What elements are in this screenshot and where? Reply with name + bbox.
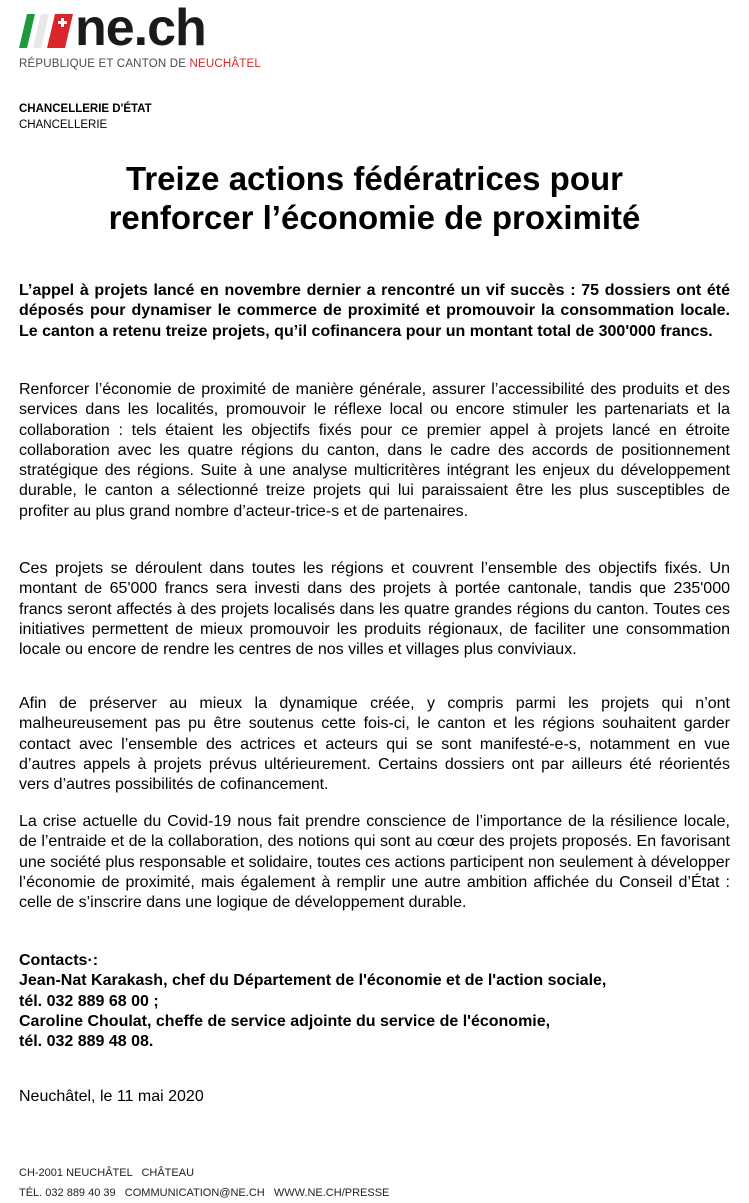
body-paragraph-1: Renforcer l’économie de proximité de manière générale, assurer l’accessibilité des produits et des services dans les localités, promouvoir le réflexe local ou encore stimuler les partenariats et la collaboration : tels étaient les objectifs fixés pour ce premier appel à projets lancé en étroite collaboration avec les quatre régions du canton, dans le cadre des accords de positionnement stratégique des régions. Suite à une analyse multicritères intégrant les enjeux du développement durable, le canton a sélectionné treize projets qui lui paraissaient être les plus susceptibles de profiter au plus grand nombre d’acteur-trice-s et de partenaires. [19,381,730,520]
title-line-2: renforcer l’économie de proximité [108,199,641,236]
department-block [19,101,152,133]
contact-line: tél. 032 889 48 08. [19,1033,154,1051]
page-title [19,159,730,237]
contact-line: tél. 032 889 68 00 ; [19,992,159,1010]
title-line-1: Treize actions fédératrices pour [125,160,623,197]
contacts-block [19,951,730,1052]
body-paragraph-2: Ces projets se déroulent dans toutes les régions et couvrent l’ensemble des objectifs fixés. Un montant de 65'000 francs sera investi dans des projets à portée cantonale, tandis que 235'000 francs seront affectés à des projets localisés dans les quatre grandes régions du canton. Toutes ces initiatives permettent de mieux promouvoir les produits régionaux, de faciliter une consommation locale ou encore de rendre les centres de nos villes et villages plus conviviaux. [19,560,730,659]
contacts-heading: Contacts·: [19,952,99,969]
body-paragraph-3: Afin de préserver au mieux la dynamique créée, y compris parmi les projets qui n’ont malheureusement pas pu être soutenus cette fois-ci, le canton et les régions souhaitent garder contact avec l’ensemble des actrices et acteurs qui se sont manifesté-e-s, notamment en vue d’autres appels à projets prévus ultérieurement. Certains dossiers ont par ailleurs été réorientés vers d’autres possibilités de cofinancement. [19,695,730,794]
neuchatel-flag-icon [19,12,75,50]
subdepartment-name: CHANCELLERIE [19,119,108,131]
lead-paragraph: L’appel à projets lancé en novembre dernier a rencontré un vif succès : 75 dossiers ont été déposés pour dynamiser le commerce de proximité et promouvoir la consommation locale. Le canton a retenu treize projets, qu’il cofinancera pour un montant total de 300'000 francs. [19,282,730,340]
logo-subtitle-accent: NEUCHÂTEL [189,58,261,70]
footer-address: CH-2001 NEUCHÂTEL CHÂTEAU [19,1167,195,1179]
contact-line: Jean-Nat Karakash, chef du Département de l'économie et de l'action sociale, [19,972,607,990]
footer [19,1163,389,1203]
dateline: Neuchâtel, le 11 mai 2020 [19,1088,204,1105]
logo-subtitle-prefix: RÉPUBLIQUE ET CANTON DE [19,58,190,70]
department-name: CHANCELLERIE D'ÉTAT [19,103,152,115]
ne-ch-logo [19,0,261,73]
logo-subtitle [19,58,261,70]
body-paragraph-4: La crise actuelle du Covid-19 nous fait prendre conscience de l’importance de la résilience locale, de l’entraide et de la collaboration, des notions qui sont au cœur des projets proposés. En favorisant une société plus responsable et solidaire, toutes ces actions participent non seulement à développer l’économie de proximité, mais également à remplir une autre ambition affichée du Conseil d’État : celle de s’inscrire dans une logique de développement durable. [19,813,730,912]
footer-contact: TÉL. 032 889 40 39 COMMUNICATION@NE.CH WWW.NE.CH/PRESSE [19,1187,390,1199]
logo-wordmark: ne.ch [75,0,206,57]
contact-line: Caroline Choulat, cheffe de service adjointe du service de l'économie, [19,1012,551,1030]
